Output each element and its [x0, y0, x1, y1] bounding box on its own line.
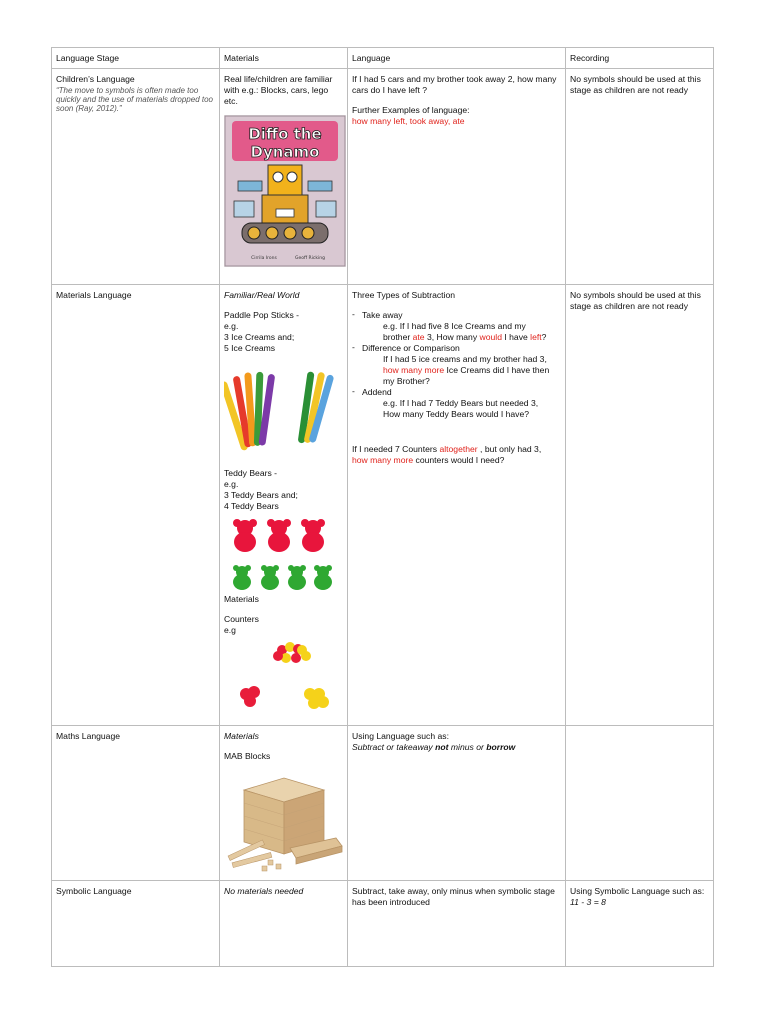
book-author-1: Cirrila Irons: [251, 256, 277, 261]
list-item: [352, 387, 560, 420]
header-language-stage: Language Stage: [52, 48, 220, 69]
difference-label: - Difference or Comparison: [362, 343, 460, 353]
header-recording: Recording: [566, 48, 714, 69]
book-author-2: Geoff Ricking: [295, 256, 325, 261]
subtract-takeaway-line: Subtract or takeaway not minus or borrow: [352, 742, 516, 752]
cell-stage: Symbolic Language: [52, 881, 220, 967]
cell-stage: Maths Language: [52, 726, 220, 881]
cell-materials: No materials needed: [220, 881, 348, 967]
teddy-bears-ex-1: 3 Teddy Bears and;: [224, 490, 298, 500]
take-away-example-2: brother ate 3, How many would I have left?: [383, 332, 547, 342]
familiar-real-world-label: Familiar/Real World: [224, 290, 300, 300]
addend-label: - Addend: [362, 387, 392, 397]
header-language: Language: [348, 48, 566, 69]
paddle-pop-label: Paddle Pop Sticks -: [224, 310, 299, 320]
cell-recording: No symbols should be used at this stage as children are not ready: [566, 69, 714, 285]
materials-text: Real life/children are familiar with e.g.: Blocks, cars, lego etc.: [224, 74, 333, 106]
cell-materials: [220, 726, 348, 881]
diffo-the-dynamo-book-cover: [224, 115, 346, 267]
symbolic-example: 11 - 3 = 8: [570, 897, 606, 907]
cell-language: [348, 726, 566, 881]
list-item: [352, 310, 560, 343]
header-row: [52, 48, 714, 69]
mab-blocks-image: [224, 768, 344, 872]
cell-language: Subtract, take away, only minus when symbolic stage has been introduced: [348, 881, 566, 967]
teddy-bears-label: Teddy Bears -: [224, 468, 278, 478]
symbolic-language-label: Using Symbolic Language such as:: [570, 886, 705, 896]
paddle-pop-ex-2: 5 Ice Creams: [224, 343, 276, 353]
cell-recording: No symbols should be used at this stage as children are not ready: [566, 285, 714, 726]
teddy-bears-eg: e.g.: [224, 479, 239, 489]
teddy-bears-ex-2: 4 Teddy Bears: [224, 501, 279, 511]
counters-label: Counters: [224, 614, 259, 624]
three-types-title: Three Types of Subtraction: [352, 290, 456, 300]
difference-example-1: If I had 5 ice creams and my brother had 3,: [383, 354, 547, 364]
subtraction-language-table: [51, 47, 714, 967]
header-materials: Materials: [220, 48, 348, 69]
cell-recording: [566, 881, 714, 967]
cell-language: [348, 69, 566, 285]
book-title-line-1: Diffo the: [248, 125, 322, 143]
paddle-pop-sticks-image: [224, 368, 344, 456]
materials-label: Materials: [224, 594, 259, 604]
mab-blocks-label: MAB Blocks: [224, 751, 271, 761]
cell-materials: [220, 69, 348, 285]
row-materials-language: [52, 285, 714, 726]
using-language-label: Using Language such as:: [352, 731, 449, 741]
counters-example-2: how many more counters would I need?: [352, 455, 505, 465]
teddy-bears-image: [224, 516, 344, 594]
difference-example-3: my Brother?: [383, 376, 430, 386]
cell-language: [348, 285, 566, 726]
counters-eg: e.g: [224, 625, 236, 635]
subtraction-types-list: [352, 310, 560, 420]
cell-materials: [220, 285, 348, 726]
list-item: [352, 343, 560, 387]
materials-label: Materials: [224, 731, 259, 741]
take-away-label: - Take away: [362, 310, 403, 320]
cell-stage: Materials Language: [52, 285, 220, 726]
paddle-pop-eg: e.g.: [224, 321, 239, 331]
language-example: If I had 5 cars and my brother took away 2, how many cars do I have left ?: [352, 74, 557, 95]
addend-example-2: How many Teddy Bears would I have?: [383, 409, 530, 419]
further-examples-words: how many left, took away, ate: [352, 116, 465, 126]
take-away-example-1: e.g. If I had five 8 Ice Creams and my: [383, 321, 526, 331]
paddle-pop-ex-1: 3 Ice Creams and;: [224, 332, 295, 342]
counters-example-1: If I needed 7 Counters altogether , but only had 3,: [352, 444, 542, 454]
counters-image: [224, 638, 344, 718]
stage-label: Children’s Language: [56, 74, 135, 84]
cell-stage: [52, 69, 220, 285]
difference-example-2: how many more Ice Creams did I have then: [383, 365, 550, 375]
row-childrens-language: [52, 69, 714, 285]
cell-recording: [566, 726, 714, 881]
book-title-line-2: Dynamo: [250, 143, 320, 161]
quote-text: “The move to symbols is often made too quickly and the use of materials dropped too soon (Ray, 2012).”: [56, 86, 213, 114]
addend-example-1: e.g. If I had 7 Teddy Bears but needed 3,: [383, 398, 539, 408]
row-maths-language: [52, 726, 714, 881]
row-symbolic-language: [52, 881, 714, 967]
further-examples-label: Further Examples of language:: [352, 105, 470, 115]
